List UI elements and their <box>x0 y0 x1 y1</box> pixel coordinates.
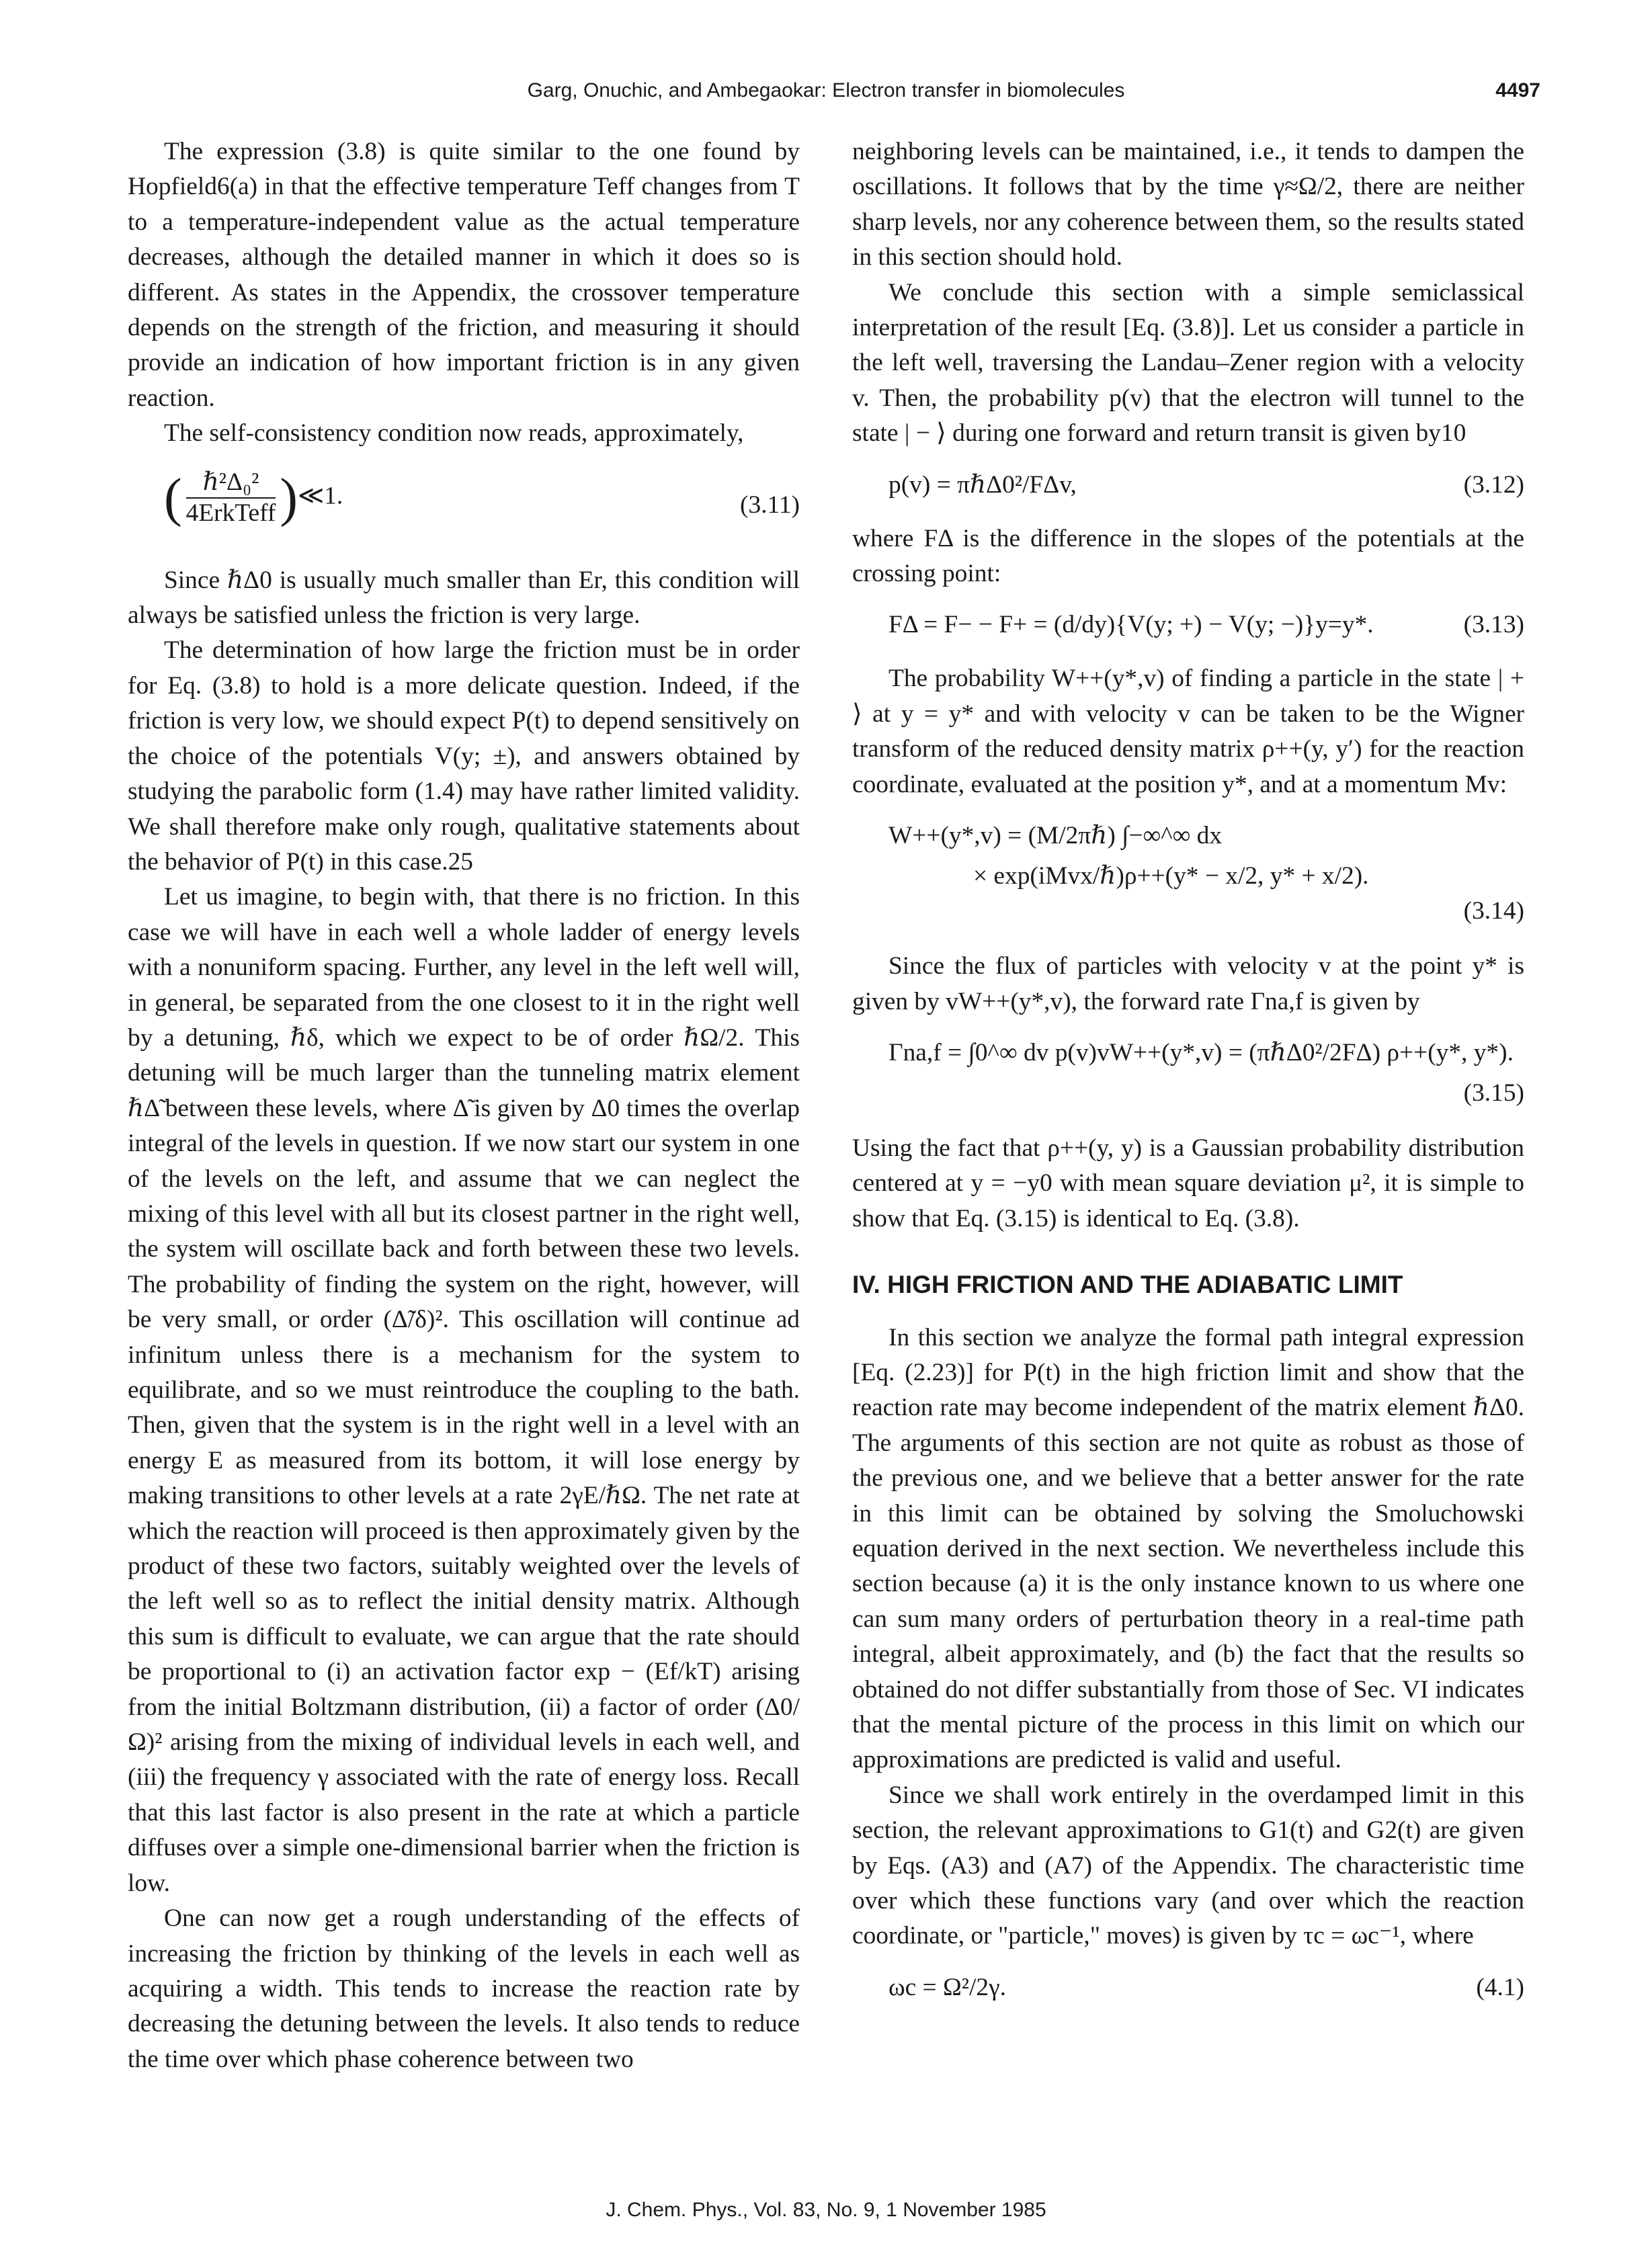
running-title: Garg, Onuchic, and Ambegaokar: Electron transfer in biomolecules <box>527 79 1125 101</box>
paragraph: The determination of how large the friction must be in order for Eq. (3.8) to hold is a more delicate question. Indeed, if the friction is very low, we should expect P(t) to depend sensitively on the choice of the potentials V(y; ±), and answers obtained by studying the parabolic form (1.4) may have rather limited validity. We shall therefore make only rough, qualitative statements about the behavior of P(t) in this case.25 <box>128 636 800 876</box>
paragraph: The probability W++(y*,v) of finding a particle in the state | + ⟩ at y = y* and with velocity v can be taken to be the Wigner transform of the reduced density matrix ρ++(y, y′) for the reaction coordinate, evaluated at the position y*, and at a momentum Mv: <box>852 665 1524 798</box>
paragraph: Since we shall work entirely in the overdamped limit in this section, the relevant approximations to G1(t) and G2(t) are given by Eqs. (A3) and (A7) of the Appendix. The characteristic time over which these functions vary (and over which the reaction coordinate, or "particle," moves) is given by τc = ωc⁻¹, where <box>852 1781 1524 1950</box>
running-header <box>0 75 1652 109</box>
equation-line-1: W++(y*,v) = (M/2πℏ) ∫−∞^∞ dx <box>889 822 1223 850</box>
right-paren: ) <box>280 468 298 528</box>
equation-number: (3.14) <box>1463 897 1524 925</box>
left-paren: ( <box>164 468 182 528</box>
paragraph: Since ℏΔ0 is usually much smaller than Er, this condition will always be satisfied unless the friction is very large. <box>128 566 800 630</box>
equation-3-11 <box>128 468 800 547</box>
equation-body: Γna,f = ∫0^∞ dv p(v)vW++(y*,v) = (πℏΔ0²/2FΔ) ρ++(y*, y*). <box>889 1038 1514 1066</box>
paragraph: Since the flux of particles with velocity v at the point y* is given by vW++(y*,v), the forward rate Γna,f is given by <box>852 952 1524 1015</box>
equation-3-12 <box>852 468 1524 505</box>
journal-footer: J. Chem. Phys., Vol. 83, No. 9, 1 November 1985 <box>606 2199 1046 2221</box>
paragraph: The expression (3.8) is quite similar to the one found by Hopfield6(a) in that the effective temperature Teff changes from T to a temperature-independent value as the actual temperature decreases, although the detailed manner in which it does so is different. As states in the Appendix, the crossover temperature depends on the strength of the friction, and measuring it should provide an indication of how important friction is in any given reaction. <box>128 138 800 412</box>
equation-line-2: × exp(iMvx/ℏ)ρ++(y* − x/2, y* + x/2). <box>973 862 1369 890</box>
equation-number: (3.12) <box>1463 470 1524 499</box>
equation-body: FΔ = F− − F+ = (d/dy){V(y; +) − V(y; −)}y=y*. <box>889 611 1374 639</box>
section-heading: IV. HIGH FRICTION AND THE ADIABATIC LIMIT <box>852 1271 1403 1299</box>
left-column <box>128 134 800 2077</box>
equation-body <box>164 468 343 528</box>
equation-body: ωc = Ω²/2γ. <box>889 1973 1006 2001</box>
equation-number: (3.13) <box>1463 611 1524 639</box>
paragraph: where FΔ is the difference in the slopes of the potentials at the crossing point: <box>852 524 1524 588</box>
numerator: ℏ²Δ₀² <box>186 468 276 499</box>
equation-number: (3.15) <box>1463 1079 1524 1107</box>
equation-4-1 <box>852 1970 1524 2008</box>
paragraph: neighboring levels can be maintained, i.e., it tends to dampen the oscillations. It follows that by the time γ≈Ω/2, there are neither sharp levels, nor any coherence between them, so the results stated in this section should hold. <box>852 138 1524 271</box>
paragraph: Using the fact that ρ++(y, y) is a Gaussian probability distribution centered at y = −y0 with mean square deviation μ², it is simple to show that Eq. (3.15) is identical to Eq. (3.8). <box>852 1134 1524 1232</box>
equation-number: (4.1) <box>1476 1973 1524 2001</box>
page-number: 4497 <box>1495 79 1540 101</box>
equation-3-15 <box>852 1036 1524 1115</box>
equation-body: p(v) = πℏΔ0²/FΔv, <box>889 470 1077 499</box>
right-column <box>852 134 1524 2024</box>
paragraph: Let us imagine, to begin with, that there is no friction. In this case we will have in each well a whole ladder of energy levels with a nonuniform spacing. Further, any level in the left well will, in general, be separated from the one closest to it in the right well by a detuning, ℏδ, which we expect to be of order ℏΩ/2. This detuning will be much larger than the tunneling matrix element ℏΔ̃ between these levels, where Δ̃ is given by Δ0 times the overlap integral of the levels in question. If we now start our system in one of the levels on the left, and assume that we can neglect the mixing of this level with all but its closest partner in the right well, the system will oscillate back and forth between these two levels. The probability of finding the system on the right, however, will be very small, or order (Δ̃/δ)². This oscillation will continue ad infinitum unless there is a mechanism for the system to equilibrate, and so we must reintroduce the coupling to the bath. Then, given that the system is in the right well in a level with an energy E as measured from its bottom, it will lose energy by making transitions to other levels at a rate 2γE/ℏΩ. The net rate at which the reaction will proceed is then approximately given by the product of these two factors, suitably weighted over the levels of the left well so as to reflect the initial density matrix. Although this sum is difficult to evaluate, we can argue that the rate should be proportional to (i) an activation factor exp − (Ef/kT) arising from the initial Boltzmann distribution, (ii) a factor of order (Δ0/Ω)² arising from the mixing of individual levels in each well, and (iii) the frequency γ associated with the rate of energy loss. Recall that this last factor is also present in the rate at which a particle diffuses over a simple one-dimensional barrier when the friction is low. <box>128 883 800 1897</box>
paragraph: We conclude this section with a simple semiclassical interpretation of the result [Eq. (3.8)]. Let us consider a particle in the left well, traversing the Landau–Zener region with a velocity v. Then, the probability p(v) that the electron will tunnel to the state | − ⟩ during one forward and return transit is given by10 <box>852 278 1524 448</box>
equation-number: (3.11) <box>740 491 800 519</box>
equation-3-13 <box>852 607 1524 645</box>
paragraph: In this section we analyze the formal path integral expression [Eq. (2.23)] for P(t) in the high friction limit and show that the reaction rate may become independent of the matrix element ℏΔ0. The arguments of this section are not quite as robust as those of the previous one, and we believe that a better answer for the rate in this limit can be obtained by solving the Smoluchowski equation derived in the next section. We nevertheless include this section because (a) it is the only instance known to us where one can sum many orders of perturbation theory in a real-time path integral, albeit approximately, and (b) the fact that the results so obtained do not differ substantially from those of Sec. VI indicates that the mental picture of the process in this limit on which our approximations are predicted is valid and useful. <box>852 1323 1524 1774</box>
fraction <box>186 468 276 528</box>
relation: ≪1. <box>298 482 343 510</box>
paragraph: The self-consistency condition now reads, approximately, <box>164 419 744 448</box>
paragraph: One can now get a rough understanding of the effects of increasing the friction by thinking of the levels in each well as acquiring a width. This tends to increase the reaction rate by decreasing the detuning between the levels. It also tends to reduce the time over which phase coherence between two <box>128 1904 800 2073</box>
equation-3-14 <box>852 818 1524 933</box>
denominator: 4ErkTeff <box>185 499 276 527</box>
